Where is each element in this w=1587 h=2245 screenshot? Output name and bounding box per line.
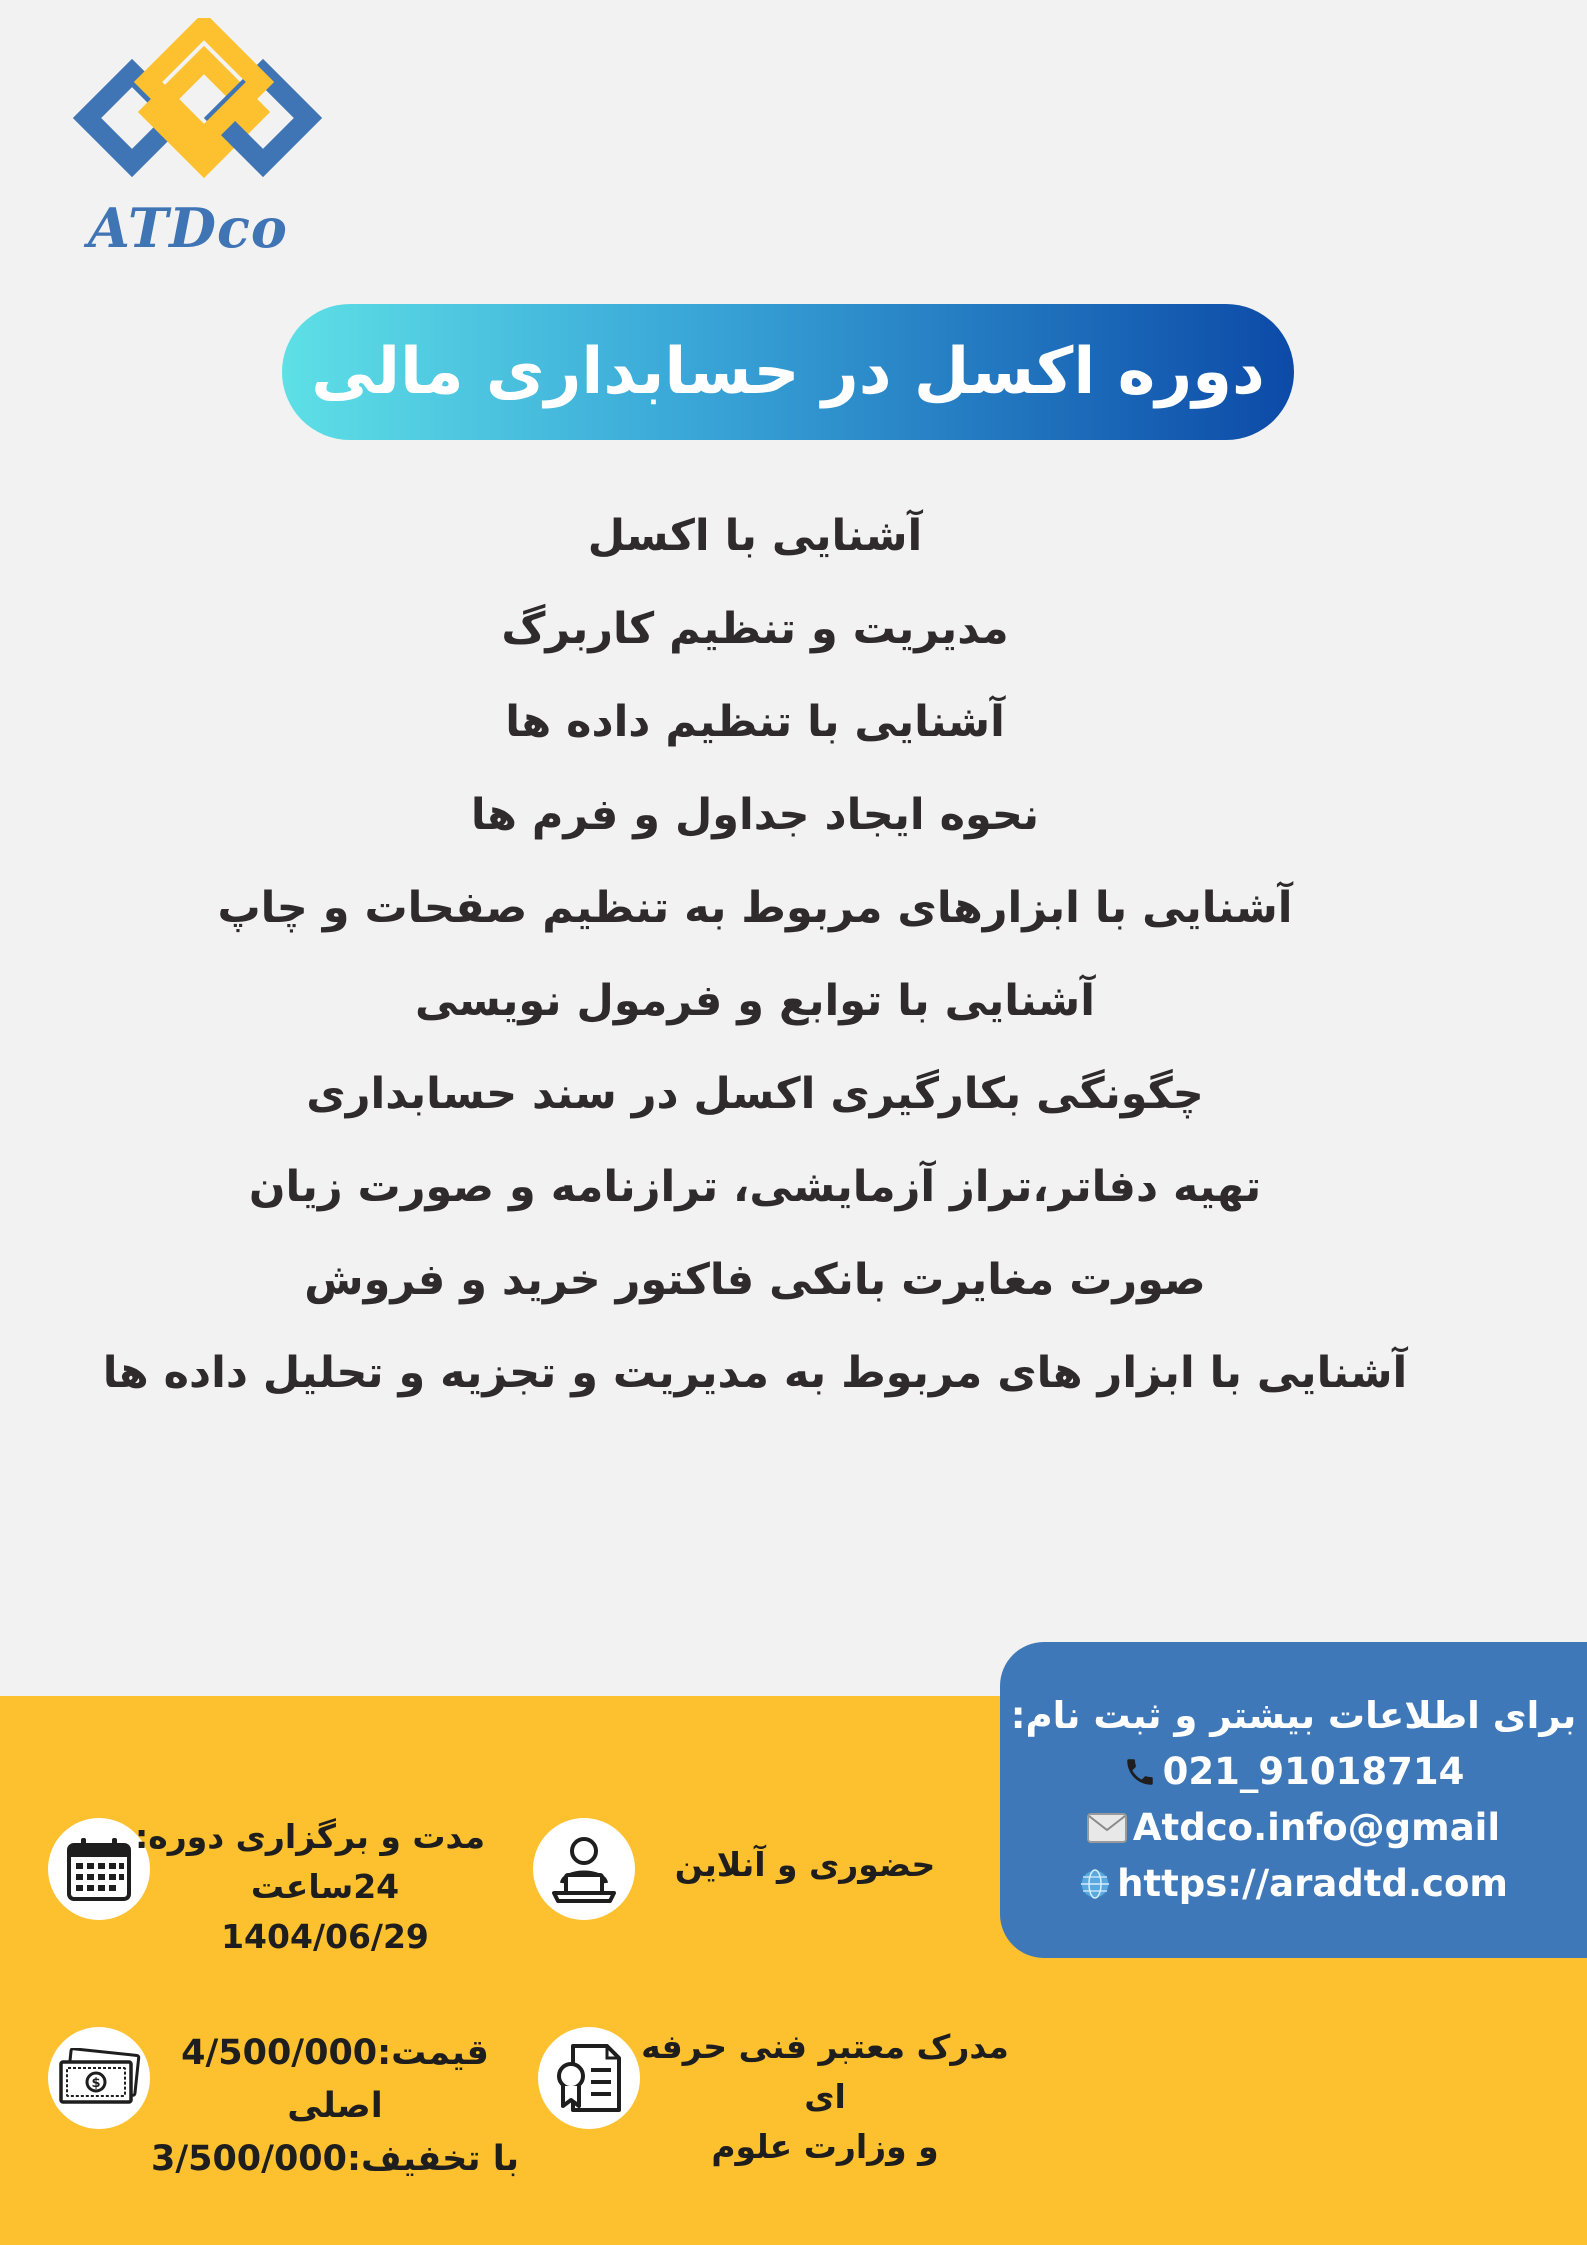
duration-date: 1404/06/29: [221, 1917, 429, 1956]
certificate-line1: مدرک معتبر فنی حرفه: [641, 2027, 1009, 2066]
contact-box: [1000, 1642, 1587, 1958]
topic-item: نحوه ایجاد جداول و فرم ها: [470, 790, 1040, 840]
contact-website: https://aradtd.com: [1117, 1862, 1508, 1905]
duration-label: مدت و برگزاری دوره:: [135, 1817, 485, 1856]
envelope-icon: [1087, 1813, 1127, 1843]
price-original: قیمت:4/500/000: [181, 2033, 489, 2073]
contact-email: Atdco.info@gmail: [1132, 1806, 1501, 1849]
duration-hours: 24ساعت: [250, 1867, 400, 1906]
certificate-icon: [538, 2027, 640, 2129]
mode-info: [655, 1840, 955, 1890]
price-info: [150, 2027, 520, 2186]
topic-item: صورت مغایرت بانکی فاکتور خرید و فروش: [304, 1255, 1206, 1305]
contact-email-row[interactable]: [1087, 1800, 1500, 1856]
contact-website-row[interactable]: [1079, 1856, 1508, 1912]
topic-item: آشنایی با ابزارهای مربوط به تنظیم صفحات و چاپ: [217, 883, 1293, 933]
contact-heading: برای اطلاعات بیشتر و ثبت نام:: [1010, 1694, 1577, 1737]
contact-phone: 021_91018714: [1162, 1750, 1465, 1793]
svg-text:$: $: [91, 2076, 101, 2091]
topic-item: آشنایی با ابزار های مربوط به مدیریت و تجزیه و تحلیل داده ها: [102, 1348, 1408, 1398]
topic-item: تهیه دفاتر،تراز آزمایشی، ترازنامه و صورت زیان: [248, 1162, 1262, 1212]
certificate-info: [640, 2022, 1010, 2172]
logo-text: ATDco: [88, 196, 288, 260]
globe-icon: [1079, 1868, 1111, 1900]
topic-item: آشنایی با اکسل: [587, 511, 923, 561]
page-title: دوره اکسل در حسابداری مالی: [311, 335, 1265, 409]
title-banner: [282, 304, 1294, 440]
topic-item: آشنایی با توابع و فرمول نویسی: [415, 976, 1095, 1026]
duration-info: [135, 1812, 485, 1962]
money-icon: [48, 2027, 150, 2129]
phone-icon: [1123, 1755, 1157, 1789]
price-discounted: با تخفیف:3/500/000: [150, 2139, 520, 2179]
contact-phone-row[interactable]: [1123, 1744, 1465, 1800]
topic-item: چگونگی بکارگیری اکسل در سند حسابداری: [306, 1069, 1204, 1119]
topic-item: آشنایی با تنظیم داده ها: [505, 697, 1005, 747]
mode-label: حضوری و آنلاین: [674, 1845, 936, 1884]
user-laptop-icon: [533, 1818, 635, 1920]
price-original-suffix: اصلی: [287, 2086, 383, 2126]
topic-list: [0, 490, 1510, 1420]
certificate-line3: و وزارت علوم: [711, 2127, 939, 2166]
topic-item: مدیریت و تنظیم کاربرگ: [501, 604, 1009, 654]
certificate-line2: ای: [804, 2077, 846, 2116]
